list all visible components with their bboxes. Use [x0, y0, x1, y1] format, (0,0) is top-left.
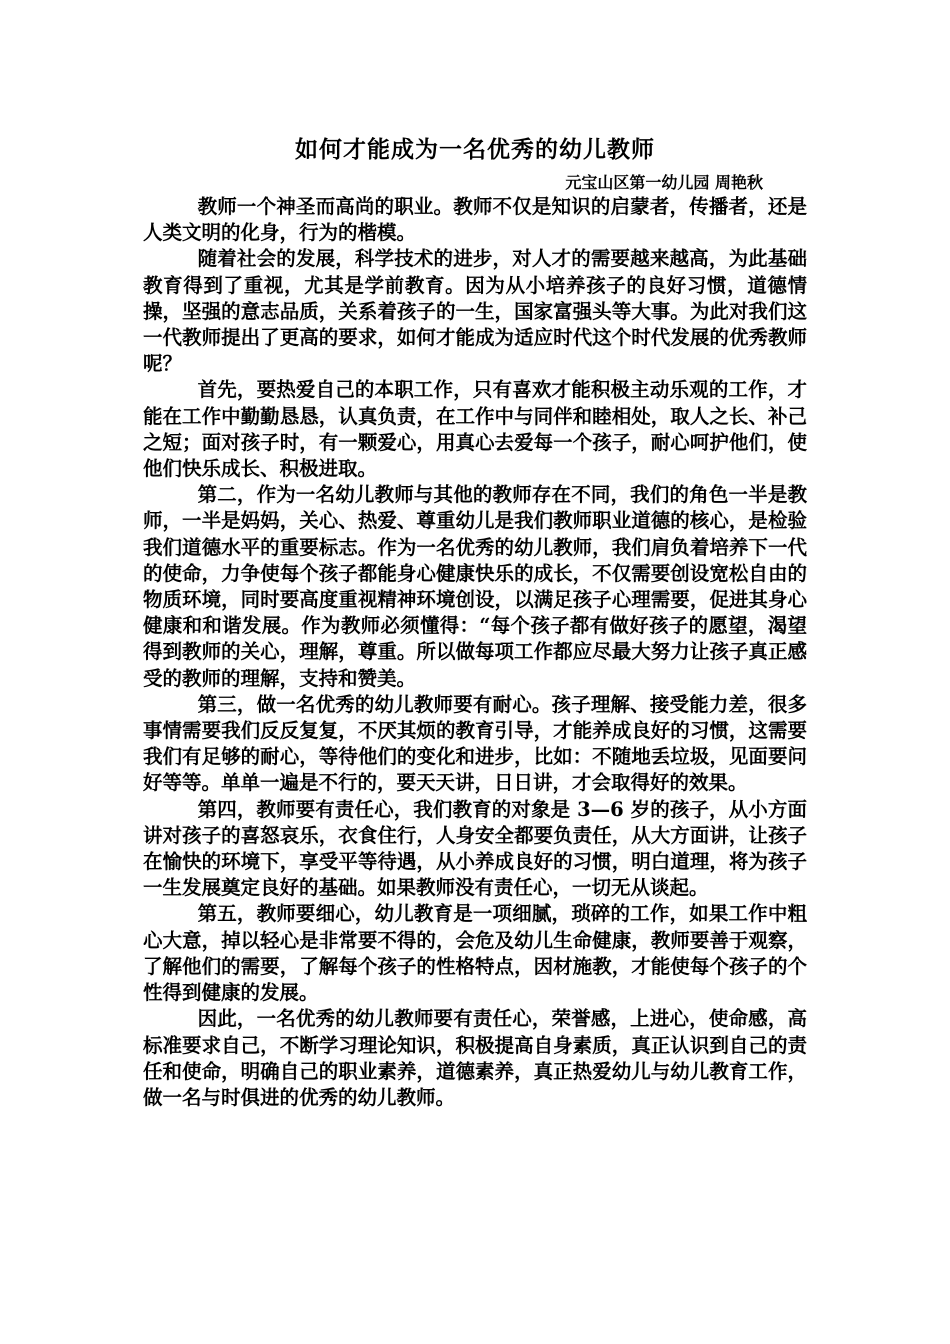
- paragraph-second: 第二，作为一名幼儿教师与其他的教师存在不同，我们的角色一半是教师，一半是妈妈，关心、热爱、尊重幼儿是我们教师职业道德的核心，是检验我们道德水平的重要标志。作为一名优秀的幼儿教师，我们肩负着培养下一代的使命，力争使每个孩子都能身心健康快乐的成长，不仅需要创设宽松自由的物质环境，同时要高度重视精神环境创设，以满足孩子心理需要，促进其身心健康和和谐发展。作为教师必须懂得：“每个孩子都有做好孩子的愿望，渴望得到教师的关心，理解，尊重。所以做每项工作都应尽最大努力让孩子真正感受的教师的理解，支持和赞美。: [143, 483, 807, 690]
- paragraph-first: 首先，要热爱自己的本职工作，只有喜欢才能积极主动乐观的工作，才能在工作中勤勤恳恳，认真负责，在工作中与同伴和睦相处，取人之长、补己之短；面对孩子时，有一颗爱心，用真心去爱每一个孩子，耐心呵护他们，使他们快乐成长、积极进取。: [143, 378, 807, 481]
- paragraph-third: 第三，做一名优秀的幼儿教师要有耐心。孩子理解、接受能力差，很多事情需要我们反反复复，不厌其烦的教育引导，才能养成良好的习惯，这需要我们有足够的耐心，等待他们的变化和进步，比如：不随地丢垃圾，见面要问好等等。单单一遍是不行的，要天天讲，日日讲，才会取得好的效果。: [143, 692, 807, 795]
- paragraph-fifth: 第五，教师要细心，幼儿教育是一项细腻，琐碎的工作，如果工作中粗心大意，掉以轻心是非常要不得的，会危及幼儿生命健康，教师要善于观察，了解他们的需要，了解每个孩子的性格特点，因材施教，才能使每个孩子的个性得到健康的发展。: [143, 902, 807, 1005]
- document-title: 如何才能成为一名优秀的幼儿教师: [295, 136, 655, 163]
- document-author: 元宝山区第一幼儿园 周艳秋: [565, 173, 763, 192]
- paragraph-conclusion: 因此，一名优秀的幼儿教师要有责任心，荣誉感，上进心，使命感，高标准要求自己，不断学习理论知识，积极提高自身素质，真正认识到自己的责任和使命，明确自己的职业素养，道德素养，真正热爱幼儿与幼儿教育工作，做一名与时俱进的优秀的幼儿教师。: [143, 1007, 807, 1109]
- paragraph-intro: 教师一个神圣而高尚的职业。教师不仅是知识的启蒙者，传播者，还是人类文明的化身，行为的楷模。: [143, 195, 807, 245]
- document-page: [143, 134, 807, 1111]
- paragraph-fourth: 第四，教师要有责任心，我们教育的对象是 3—6 岁的孩子，从小方面讲对孩子的喜怒哀乐，衣食住行，人身安全都要负责任，从大方面讲，让孩子在愉快的环境下，享受平等待遇，从小养成良好的习惯，明白道理，将为孩子一生发展奠定良好的基础。如果教师没有责任心，一切无从谈起。: [143, 797, 807, 900]
- document-body: [143, 194, 807, 1111]
- paragraph-background: 随着社会的发展，科学技术的进步，对人才的需要越来越高，为此基础教育得到了重视，尤其是学前教育。因为从小培养孩子的良好习惯，道德情操，坚强的意志品质，关系着孩子的一生，国家富强头等大事。为此对我们这一代教师提出了更高的要求，如何才能成为适应时代这个时代发展的优秀教师呢？: [143, 247, 807, 376]
